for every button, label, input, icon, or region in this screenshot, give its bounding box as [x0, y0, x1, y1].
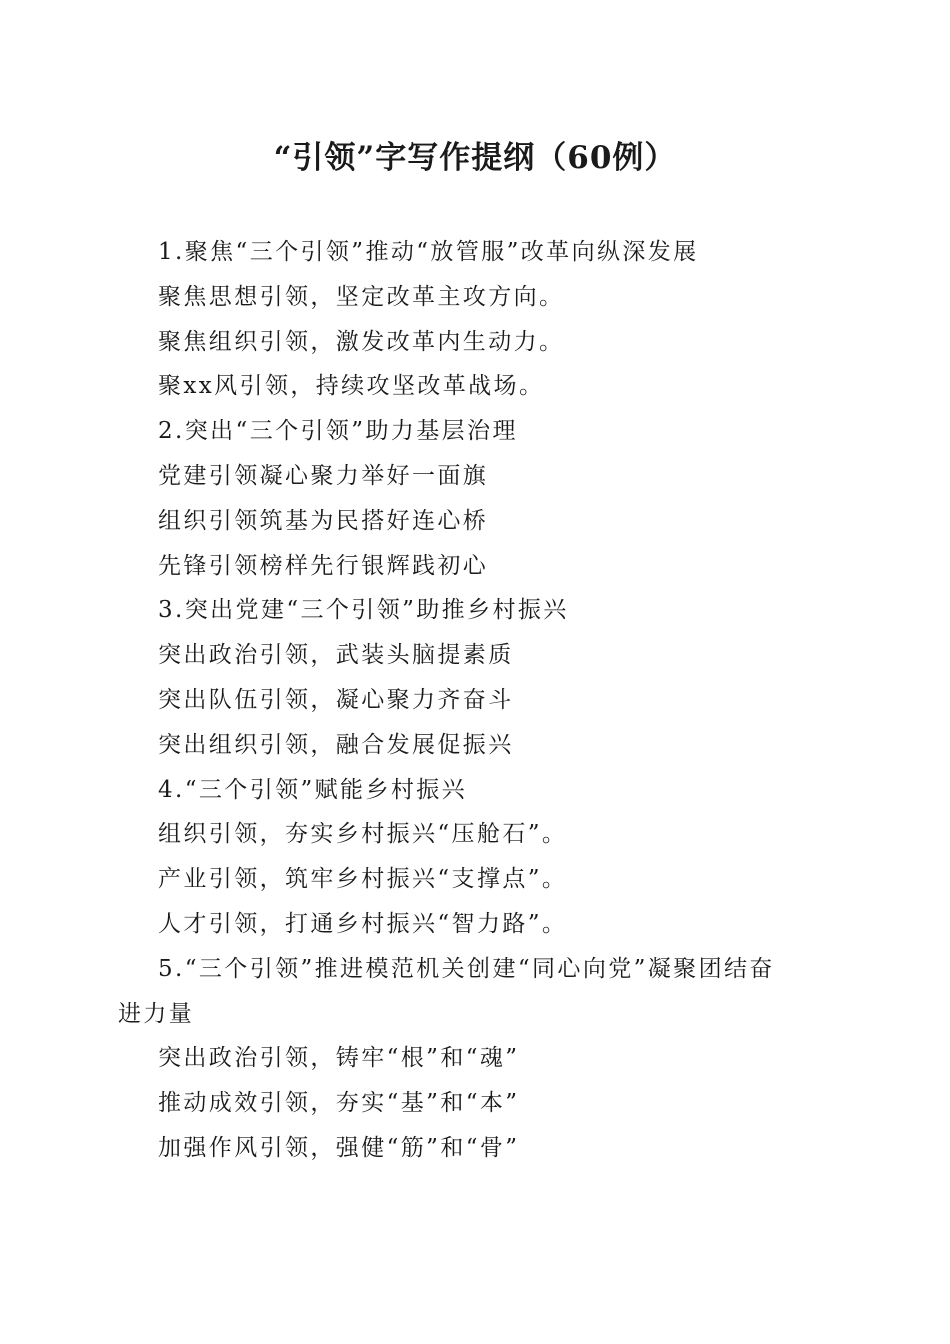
- paragraph-line: 先锋引领榜样先行银辉践初心: [158, 552, 489, 579]
- paragraph-line: 聚焦思想引领，坚定改革主攻方向。: [158, 283, 565, 310]
- paragraph-line: 人才引领，打通乡村振兴“智力路”。: [158, 910, 568, 937]
- heading-5: 5.“三个引领”推进模范机关创建“同心向党”凝聚团结奋: [158, 955, 775, 982]
- heading-4: 4.“三个引领”赋能乡村振兴: [158, 776, 468, 803]
- paragraph-line: 产业引领，筑牢乡村振兴“支撑点”。: [158, 866, 568, 893]
- heading-5-continuation: 进力量: [118, 1000, 195, 1027]
- paragraph-line: 加强作风引领，强健“筋”和“骨”: [158, 1134, 520, 1161]
- paragraph-line: 党建引领凝心聚力举好一面旗: [158, 462, 489, 489]
- heading-2: 2.突出“三个引领”助力基层治理: [158, 418, 518, 445]
- paragraph-line: 组织引领筑基为民搭好连心桥: [158, 507, 489, 534]
- paragraph-line: 突出组织引领，融合发展促振兴: [158, 731, 514, 758]
- heading-1: 1.聚焦“三个引领”推动“放管服”改革向纵深发展: [158, 239, 699, 265]
- paragraph-line: 突出政治引领，铸牢“根”和“魂”: [158, 1045, 520, 1072]
- paragraph-line: 聚xx风引领，持续攻坚改革战场。: [158, 373, 545, 400]
- paragraph-line: 突出队伍引领，凝心聚力齐奋斗: [158, 686, 514, 713]
- paragraph-line: 突出政治引领，武装头脑提素质: [158, 642, 514, 669]
- paragraph-line: 聚焦组织引领，激发改革内生动力。: [158, 328, 565, 355]
- heading-3: 3.突出党建“三个引领”助推乡村振兴: [158, 597, 569, 624]
- paragraph-line: 组织引领，夯实乡村振兴“压舱石”。: [158, 821, 568, 848]
- document-title: “引领”字写作提纲（60例）: [273, 140, 677, 176]
- paragraph-line: 推动成效引领，夯实“基”和“本”: [158, 1090, 520, 1117]
- document-body: [118, 230, 838, 1171]
